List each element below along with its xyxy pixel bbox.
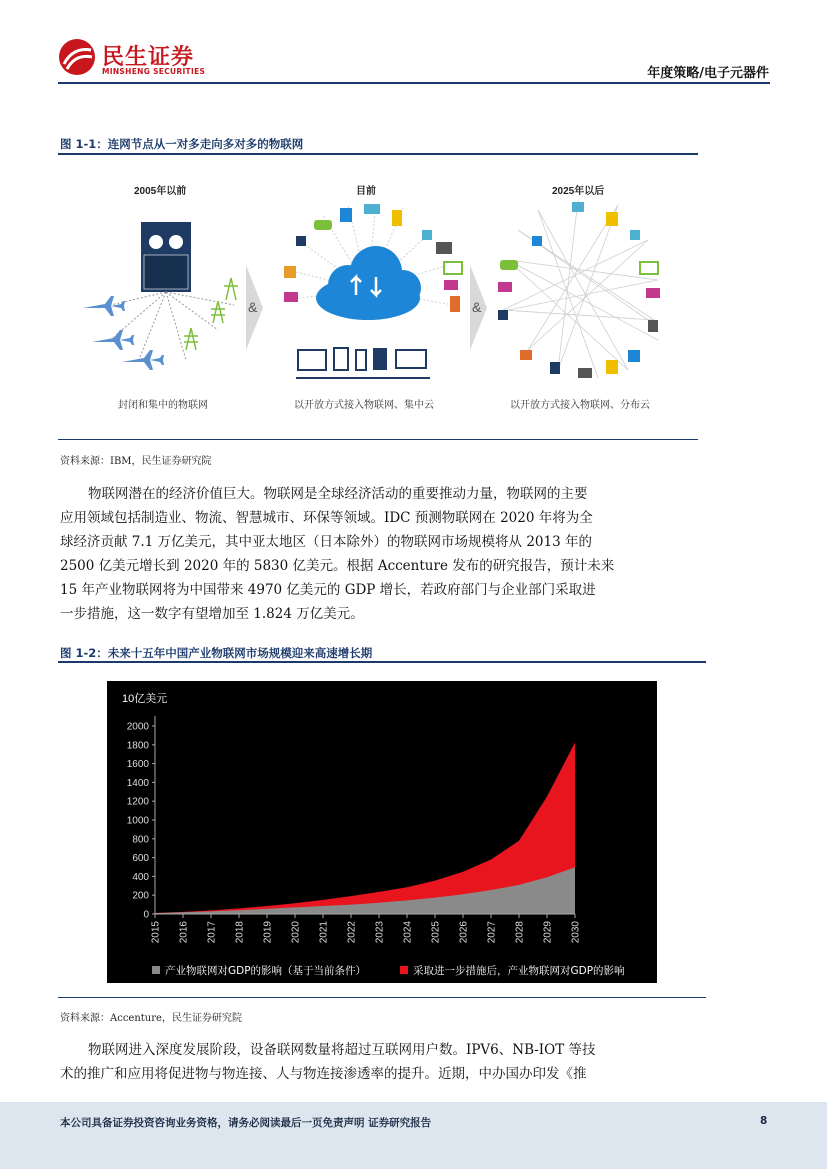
paragraph2-line: 物联网进入深度发展阶段，设备联网数量将超过互联网用户数。IPV6、NB-IOT 等技 [88, 1042, 596, 1058]
x-tick-label: 2017 [206, 921, 218, 944]
figure2-bottom-rule [58, 997, 706, 998]
paragraph1-line: 2500 亿美元增长到 2020 年的 5830 亿美元。根据 Accenture 发布的研究报告，预计未来 [60, 558, 615, 574]
panel1-heading: 2005年以前 [134, 186, 187, 197]
y-tick-label: 1800 [126, 740, 149, 752]
paragraph2-line: 术的推广和应用将促进物与物连接、人与物连接渗透率的提升。近期，中办国办印发《推 [60, 1066, 587, 1082]
y-tick-label: 200 [132, 890, 149, 902]
gdp-chart [107, 681, 657, 983]
legend-swatch [400, 966, 408, 974]
iot-network-illustration [58, 200, 698, 400]
figure1-source: 资料来源：IBM，民生证券研究院 [60, 456, 212, 467]
y-tick-label: 1200 [126, 796, 149, 808]
svg-text:&: & [248, 299, 258, 315]
x-tick-label: 2015 [150, 921, 162, 944]
mesh-node-icons [498, 202, 660, 378]
header [0, 0, 827, 85]
svg-text:&: & [472, 299, 482, 315]
figure2-title: 图 1-2：未来十五年中国产业物联网市场规模迎来高速增长期 [60, 646, 373, 660]
panel2-heading: 目前 [356, 186, 376, 197]
panel2-caption: 以开放方式接入物联网、集中云 [294, 400, 434, 411]
y-tick-label: 0 [143, 909, 149, 921]
x-tick-label: 2028 [514, 921, 526, 944]
x-tick-label: 2022 [346, 921, 358, 944]
figure2-source: 资料来源：Accenture，民生证券研究院 [60, 1013, 242, 1024]
x-tick-label: 2030 [570, 921, 582, 944]
paragraph1 [60, 482, 660, 626]
y-tick-label: 1600 [126, 759, 149, 771]
y-tick-label: 1000 [126, 815, 149, 827]
x-tick-label: 2026 [458, 921, 470, 944]
paragraph1-line: 物联网潜在的经济价值巨大。物联网是全球经济活动的重要推动力量，物联网的主要 [88, 486, 588, 502]
legend-label: 采取进一步措施后，产业物联网对GDP的影响 [413, 965, 625, 977]
x-tick-label: 2024 [402, 921, 414, 944]
y-tick-label: 600 [132, 853, 149, 865]
x-tick-label: 2027 [486, 921, 498, 944]
x-tick-label: 2018 [234, 921, 246, 944]
x-tick-label: 2021 [318, 921, 330, 944]
figure2-top-rule [58, 661, 706, 663]
figure1-top-rule [58, 153, 698, 155]
logo-en-text: MINSHENG SECURITIES [102, 67, 206, 76]
y-axis-label: 10亿美元 [122, 693, 168, 705]
y-tick-label: 800 [132, 834, 149, 846]
x-tick-label: 2016 [178, 921, 190, 944]
y-tick-label: 400 [132, 871, 149, 883]
gdp-area-chart [107, 681, 657, 983]
panel3-caption: 以开放方式接入物联网、分布云 [510, 400, 650, 411]
x-tick-label: 2019 [262, 921, 274, 944]
figure1-bottom-rule [58, 439, 698, 440]
paragraph1-line: 一步措施，这一数字有望增加至 1.824 万亿美元。 [60, 606, 364, 622]
figure1-title: 图 1-1：连网节点从一对多走向多对多的物联网 [60, 137, 304, 151]
paragraph1-line: 应用领域包括制造业、物流、智慧城市、环保等领域。IDC 预测物联网在 2020 年将为全 [60, 510, 593, 526]
paragraph1-line: 球经济贡献 7.1 万亿美元，其中亚太地区（日本除外）的物联网市场规模将从 2013 年的 [60, 534, 592, 550]
report-type: 年度策略/电子元器件 [647, 66, 769, 81]
minsheng-logo-icon [58, 38, 96, 76]
x-tick-label: 2020 [290, 921, 302, 944]
footer-notice: 本公司具备证券投资咨询业务资格，请务必阅读最后一页免责声明 证券研究报告 [60, 1117, 432, 1129]
figure1-diagram [58, 160, 698, 438]
x-tick-label: 2025 [430, 921, 442, 944]
y-tick-label: 1400 [126, 777, 149, 789]
cloud-icon [316, 246, 421, 320]
paragraph2 [60, 1038, 660, 1086]
panel1-caption: 封闭和集中的物联网 [118, 400, 208, 411]
x-tick-label: 2029 [542, 921, 554, 944]
legend-swatch [152, 966, 160, 974]
y-tick-label: 2000 [126, 721, 149, 733]
page-number: 8 [760, 1115, 768, 1127]
central-server-icon [141, 222, 191, 292]
power-tower-icon [184, 278, 238, 350]
device-icons [296, 348, 430, 378]
paragraph1-line: 15 年产业物联网将为中国带来 4970 亿美元的 GDP 增长，若政府部门与企业部门采取进 [60, 582, 596, 598]
logo-cn-text: 民生证券 [102, 45, 195, 70]
footer [0, 1102, 827, 1169]
airplane-icon [83, 296, 164, 370]
header-divider [58, 82, 770, 84]
panel3-heading: 2025年以后 [552, 186, 605, 197]
legend-label: 产业物联网对GDP的影响（基于当前条件） [165, 965, 367, 977]
x-tick-label: 2023 [374, 921, 386, 944]
